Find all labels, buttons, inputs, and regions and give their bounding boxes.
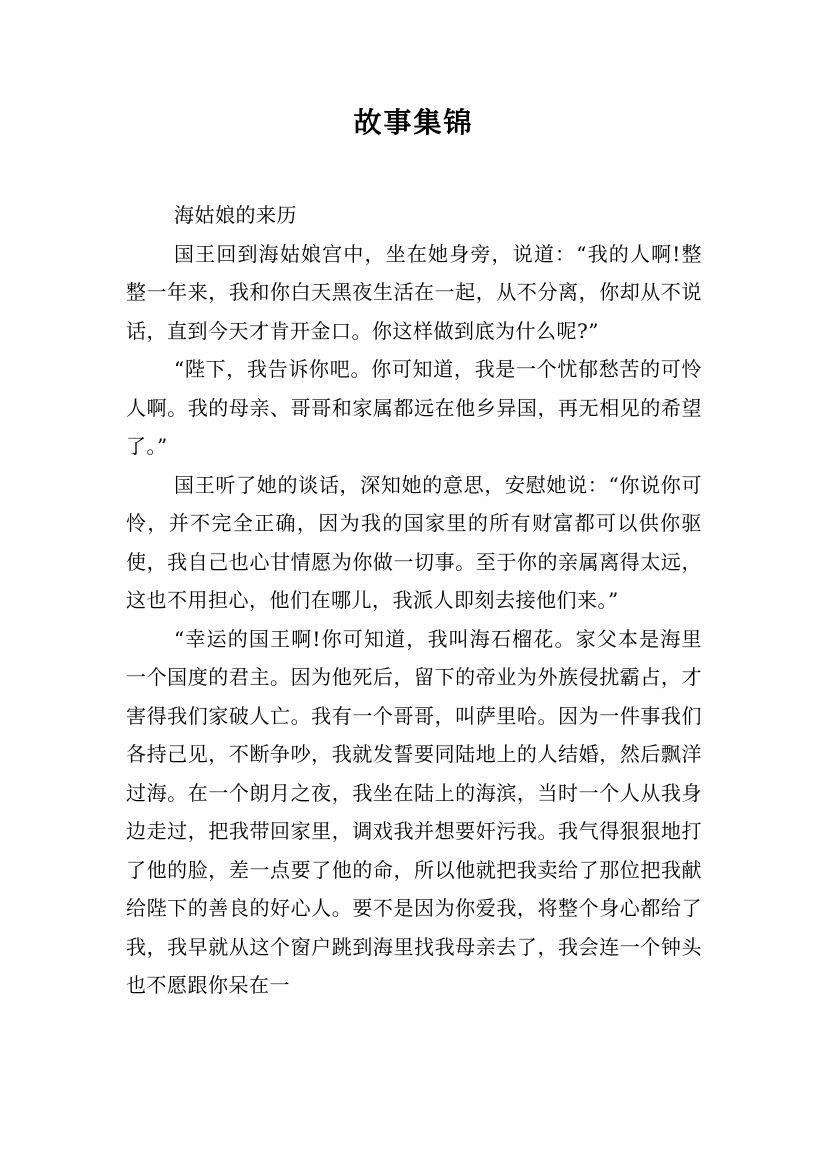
paragraph: 国王听了她的谈话，深知她的意思，安慰她说：“你说你可怜，并不完全正确，因为我的国家里的所有财富都可以供你驱使，我自己也心甘情愿为你做一切事。至于你的亲属离得太远，这也不用担心，他们在哪儿，我派人即刻去接他们来。” (126, 472, 702, 612)
paragraph: 国王回到海姑娘宫中，坐在她身旁，说道：“我的人啊!整整一年来，我和你白天黑夜生活在一起，从不分离，你却从不说话，直到今天才肯开金口。你这样做到底为什么呢?” (126, 241, 702, 343)
document-title: 故事集锦 (353, 106, 474, 139)
document-body (126, 196, 702, 1005)
paragraph: “陛下，我告诉你吧。你可知道，我是一个忧郁愁苦的可怜人啊。我的母亲、哥哥和家属都远在他乡异国，再无相见的希望了。” (126, 357, 702, 458)
section-heading: 海姑娘的来历 (174, 203, 297, 227)
paragraph: “幸运的国王啊!你可知道，我叫海石榴花。家父本是海里一个国度的君主。因为他死后，留下的帝业为外族侵扰霸占，才害得我们家破人亡。我有一个哥哥，叫萨里哈。因为一件事我们各持己见，不断争吵，我就发誓要同陆地上的人结婚，然后飘洋过海。在一个朗月之夜，我坐在陆上的海滨，当时一个人从我身边走过，把我带回家里，调戏我并想要奸污我。我气得狠狠地打了他的脸，差一点要了他的命，所以他就把我卖给了那位把我献给陛下的善良的好心人。要不是因为你爱我，将整个身心都给了我，我早就从这个窗户跳到海里找我母亲去了，我会连一个钟头也不愿跟你呆在一 (126, 626, 702, 997)
